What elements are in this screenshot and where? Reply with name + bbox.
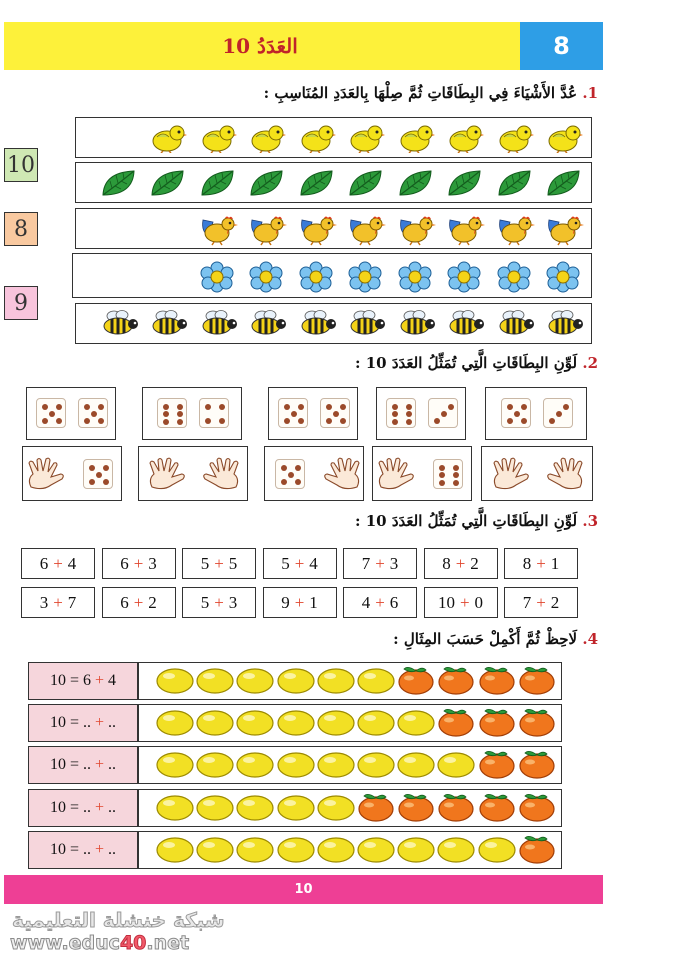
die-icon xyxy=(278,398,308,428)
orange-icon xyxy=(478,664,516,700)
exercise1-number: 1. xyxy=(582,84,598,102)
sum-addend: 4 xyxy=(361,592,371,612)
die-pip xyxy=(42,418,48,424)
die-pip xyxy=(291,411,297,417)
sum-card[interactable] xyxy=(263,548,337,579)
die-icon xyxy=(428,398,458,428)
die-pip xyxy=(392,419,398,425)
sum-card[interactable] xyxy=(263,587,337,618)
die-pip xyxy=(284,404,290,410)
hand-icon xyxy=(25,457,71,495)
bee-icon xyxy=(100,309,140,341)
plus-sign: + xyxy=(375,592,385,612)
sum-addend: 1 xyxy=(550,553,560,573)
sum-addend: 3 xyxy=(228,592,238,612)
die-pip xyxy=(163,411,169,417)
sum-card[interactable] xyxy=(102,548,176,579)
flower-icon xyxy=(199,261,235,297)
sum-addend: 7 xyxy=(522,592,532,612)
lemon-icon xyxy=(397,750,435,784)
sum-card[interactable] xyxy=(343,548,417,579)
die-pip xyxy=(205,404,211,410)
die-pip xyxy=(295,479,301,485)
flower-icon xyxy=(347,261,383,297)
plus-sign: + xyxy=(95,672,105,689)
sum-addend: 3 xyxy=(389,553,399,573)
sum-addend: 5 xyxy=(200,553,210,573)
die-pip xyxy=(49,411,55,417)
lemon-icon xyxy=(156,666,194,700)
die-pip xyxy=(298,404,304,410)
orange-icon xyxy=(437,664,475,700)
exercise2-number: 2. xyxy=(582,354,598,372)
die-pip xyxy=(453,480,459,486)
count-row[interactable] xyxy=(75,162,592,203)
plus-sign: + xyxy=(455,553,466,573)
die-pip xyxy=(103,465,109,471)
lemon-icon xyxy=(156,793,194,827)
chick-icon xyxy=(347,123,385,157)
die-pip xyxy=(98,418,104,424)
lemon-icon xyxy=(357,750,395,784)
page-number-badge: 8 xyxy=(520,22,603,70)
chick-icon xyxy=(545,123,583,157)
die-pip xyxy=(453,465,459,471)
bee-icon xyxy=(248,309,288,341)
plus-sign: + xyxy=(95,799,105,816)
sum-card[interactable] xyxy=(21,587,95,618)
fruit-row xyxy=(138,831,562,869)
orange-icon xyxy=(518,706,556,742)
hand-dice-card[interactable] xyxy=(264,446,364,501)
sum-addend: 9 xyxy=(281,592,290,612)
exercise1-text: عُدَّ الأَشْيَاءَ فِي البِطَاقَاتِ ثُمَّ صِلْهَا بِالعَدَدِ المُنَاسِبِ : xyxy=(263,84,578,102)
flower-icon xyxy=(545,261,581,297)
lemon-icon xyxy=(156,708,194,742)
orange-icon xyxy=(437,791,475,827)
page-title: العَدَدُ 10 xyxy=(222,34,298,58)
lemon-icon xyxy=(478,835,516,869)
lemon-icon xyxy=(317,708,355,742)
hand-icon xyxy=(146,457,192,495)
footer-page-number: 10 xyxy=(294,882,313,897)
bee-icon xyxy=(298,309,338,341)
equation-rhs: .. xyxy=(104,841,117,858)
flower-icon xyxy=(397,261,433,297)
rooster-icon xyxy=(248,214,288,250)
die-icon xyxy=(543,398,573,428)
lemon-icon xyxy=(317,835,355,869)
orange-icon xyxy=(518,833,556,869)
orange-icon xyxy=(478,791,516,827)
die-pip xyxy=(177,419,183,425)
die-pip xyxy=(514,411,520,417)
lemon-icon xyxy=(196,708,234,742)
die-pip xyxy=(333,411,339,417)
fruit-row xyxy=(138,662,562,700)
die-pip xyxy=(42,404,48,410)
orange-icon xyxy=(437,706,475,742)
plus-sign: + xyxy=(53,592,63,612)
die-pip xyxy=(163,419,169,425)
die-pip xyxy=(98,404,104,410)
die-pip xyxy=(439,472,445,478)
plus-sign: + xyxy=(95,756,105,773)
leaf-icon xyxy=(496,168,534,202)
die-pip xyxy=(163,404,169,410)
equation-rhs: .. xyxy=(104,799,117,816)
die-pip xyxy=(340,404,346,410)
equation-rhs: 4 xyxy=(104,672,117,689)
bee-icon xyxy=(149,309,189,341)
sum-card[interactable] xyxy=(182,548,256,579)
sum-addend: 3 xyxy=(39,592,49,612)
lemon-icon xyxy=(357,835,395,869)
sum-addend: 6 xyxy=(120,592,129,612)
die-pip xyxy=(96,472,102,478)
rooster-icon xyxy=(496,214,536,250)
hand-dice-card[interactable] xyxy=(22,446,122,501)
exercise4-instruction xyxy=(393,630,598,648)
hand-icon xyxy=(375,457,421,495)
sum-card[interactable] xyxy=(343,587,417,618)
number-tile[interactable]: 8 xyxy=(4,212,38,246)
chick-icon xyxy=(199,123,237,157)
plus-sign: + xyxy=(214,592,224,612)
die-pip xyxy=(521,404,527,410)
lemon-icon xyxy=(277,666,315,700)
orange-icon xyxy=(397,664,435,700)
exercise1-instruction xyxy=(264,84,598,102)
die-pip xyxy=(284,418,290,424)
orange-icon xyxy=(518,791,556,827)
flower-icon xyxy=(496,261,532,297)
plus-sign: + xyxy=(133,592,144,612)
count-row[interactable] xyxy=(75,208,592,249)
die-pip xyxy=(434,418,440,424)
sum-addend: 3 xyxy=(148,553,157,573)
die-pip xyxy=(56,404,62,410)
equation-lhs: 10 = .. xyxy=(49,841,95,858)
flower-icon xyxy=(446,261,482,297)
sum-addend: 10 xyxy=(437,592,455,612)
sum-card[interactable] xyxy=(504,587,578,618)
plus-sign: + xyxy=(133,553,144,573)
leaf-icon xyxy=(347,168,385,202)
watermark-url-suffix: .net xyxy=(146,932,190,954)
die-pip xyxy=(406,411,412,417)
plus-sign: + xyxy=(375,553,385,573)
rooster-icon xyxy=(347,214,387,250)
rooster-icon xyxy=(446,214,486,250)
sum-addend: 4 xyxy=(309,553,318,573)
orange-icon xyxy=(518,748,556,784)
lemon-icon xyxy=(277,708,315,742)
count-row[interactable] xyxy=(75,303,592,344)
lemon-icon xyxy=(277,835,315,869)
lemon-icon xyxy=(317,666,355,700)
bee-icon xyxy=(446,309,486,341)
watermark-arabic: شبكة خنشلة التعليمية xyxy=(12,908,225,932)
exercise2-text: لَوِّنِ البِطَاقَاتِ الَّتِي تُمَثِّلُ العَدَدَ 10 : xyxy=(354,354,578,372)
plus-sign: + xyxy=(294,592,305,612)
number-tile[interactable]: 9 xyxy=(4,286,38,320)
sum-card[interactable] xyxy=(21,548,95,579)
sum-addend: 2 xyxy=(470,553,479,573)
plus-sign: + xyxy=(214,553,224,573)
lemon-icon xyxy=(156,835,194,869)
orange-icon xyxy=(357,791,395,827)
lemon-icon xyxy=(277,793,315,827)
chick-icon xyxy=(248,123,286,157)
die-icon xyxy=(386,398,416,428)
die-pip xyxy=(219,404,225,410)
die-pip xyxy=(288,472,294,478)
exercise4-text: لَاحِظْ ثُمَّ أَكْمِلْ حَسَبَ المِثَالِ : xyxy=(393,630,578,648)
exercise2-instruction xyxy=(355,354,598,372)
die-pip xyxy=(406,404,412,410)
sum-card[interactable] xyxy=(102,587,176,618)
die-icon xyxy=(83,459,113,489)
watermark-url-highlight: 40 xyxy=(119,932,147,954)
equation-rhs: .. xyxy=(104,756,117,773)
sum-addend: 6 xyxy=(389,592,399,612)
fruit-row xyxy=(138,789,562,827)
hand-icon xyxy=(196,457,242,495)
die-pip xyxy=(448,404,454,410)
bee-icon xyxy=(496,309,536,341)
sum-addend: 8 xyxy=(442,553,451,573)
orange-icon xyxy=(478,748,516,784)
die-pip xyxy=(84,404,90,410)
lemon-icon xyxy=(236,750,274,784)
die-pip xyxy=(281,479,287,485)
equation-label[interactable] xyxy=(28,662,138,700)
die-pip xyxy=(392,411,398,417)
equation-rhs: .. xyxy=(104,714,117,731)
watermark xyxy=(6,906,246,960)
rooster-icon xyxy=(199,214,239,250)
die-pip xyxy=(441,411,447,417)
lemon-icon xyxy=(196,835,234,869)
count-row[interactable] xyxy=(75,117,592,158)
dice-card[interactable] xyxy=(485,387,587,440)
dice-card[interactable] xyxy=(268,387,358,440)
lemon-icon xyxy=(196,750,234,784)
die-pip xyxy=(219,418,225,424)
plus-sign: + xyxy=(95,841,105,858)
die-pip xyxy=(56,418,62,424)
sum-addend: 6 xyxy=(39,553,49,573)
chick-icon xyxy=(446,123,484,157)
sum-addend: 2 xyxy=(148,592,157,612)
lemon-icon xyxy=(317,793,355,827)
rooster-icon xyxy=(545,214,585,250)
equation-label[interactable] xyxy=(28,746,138,784)
plus-sign: + xyxy=(294,553,305,573)
die-icon xyxy=(275,459,305,489)
exercise3-text: لَوِّنِ البِطَاقَاتِ الَّتِي تُمَثِّلُ العَدَدَ 10 : xyxy=(354,512,578,530)
lemon-icon xyxy=(236,666,274,700)
die-pip xyxy=(392,404,398,410)
bee-icon xyxy=(397,309,437,341)
die-icon xyxy=(433,459,463,489)
lemon-icon xyxy=(357,666,395,700)
die-pip xyxy=(295,465,301,471)
bee-icon xyxy=(199,309,239,341)
leaf-icon xyxy=(149,168,187,202)
flower-icon xyxy=(248,261,284,297)
sum-addend: 5 xyxy=(228,553,238,573)
rooster-icon xyxy=(298,214,338,250)
fruit-row xyxy=(138,704,562,742)
equation-lhs: 10 = .. xyxy=(49,714,95,731)
lemon-icon xyxy=(437,835,475,869)
lemon-icon xyxy=(437,750,475,784)
equation-label[interactable] xyxy=(28,704,138,742)
hand-dice-card[interactable] xyxy=(138,446,248,501)
lemon-icon xyxy=(236,793,274,827)
leaf-icon xyxy=(545,168,583,202)
hand-icon xyxy=(540,457,586,495)
die-pip xyxy=(281,465,287,471)
die-pip xyxy=(439,480,445,486)
leaf-icon xyxy=(298,168,336,202)
plus-sign: + xyxy=(536,592,546,612)
die-icon xyxy=(501,398,531,428)
sum-addend: 5 xyxy=(281,553,290,573)
die-pip xyxy=(507,404,513,410)
equation-lhs: 10 = .. xyxy=(49,756,95,773)
hand-dice-card[interactable] xyxy=(372,446,472,501)
die-pip xyxy=(177,404,183,410)
number-tile[interactable]: 10 xyxy=(4,148,38,182)
lemon-icon xyxy=(236,708,274,742)
die-pip xyxy=(89,479,95,485)
die-pip xyxy=(563,404,569,410)
die-pip xyxy=(439,465,445,471)
die-pip xyxy=(84,418,90,424)
equation-lhs: 10 = 6 xyxy=(49,672,95,689)
sum-card[interactable] xyxy=(504,548,578,579)
footer-bar xyxy=(4,875,603,904)
die-pip xyxy=(89,465,95,471)
equation-lhs: 10 = .. xyxy=(49,799,95,816)
die-pip xyxy=(298,418,304,424)
orange-icon xyxy=(478,706,516,742)
bee-icon xyxy=(347,309,387,341)
sum-addend: 5 xyxy=(200,592,210,612)
plus-sign: + xyxy=(536,553,546,573)
sum-addend: 6 xyxy=(120,553,129,573)
plus-sign: + xyxy=(95,714,105,731)
lemon-icon xyxy=(397,708,435,742)
sum-addend: 2 xyxy=(550,592,560,612)
dice-card[interactable] xyxy=(26,387,116,440)
sum-addend: 7 xyxy=(67,592,77,612)
dice-card[interactable] xyxy=(142,387,242,440)
die-icon xyxy=(36,398,66,428)
plus-sign: + xyxy=(53,553,63,573)
die-pip xyxy=(177,411,183,417)
sum-addend: 0 xyxy=(474,592,484,612)
chick-icon xyxy=(496,123,534,157)
die-pip xyxy=(507,418,513,424)
watermark-url xyxy=(10,932,189,954)
die-icon xyxy=(320,398,350,428)
sum-addend: 1 xyxy=(309,592,318,612)
die-pip xyxy=(406,419,412,425)
lemon-icon xyxy=(277,750,315,784)
orange-icon xyxy=(397,791,435,827)
lemon-icon xyxy=(236,835,274,869)
sum-addend: 7 xyxy=(361,553,371,573)
hand-icon xyxy=(317,457,363,495)
die-pip xyxy=(326,418,332,424)
leaf-icon xyxy=(248,168,286,202)
die-pip xyxy=(521,418,527,424)
die-pip xyxy=(326,404,332,410)
lemon-icon xyxy=(317,750,355,784)
flower-icon xyxy=(298,261,334,297)
sum-addend: 4 xyxy=(67,553,77,573)
bee-icon xyxy=(545,309,585,341)
sum-card[interactable] xyxy=(424,587,498,618)
equation-label[interactable] xyxy=(28,789,138,827)
lemon-icon xyxy=(357,708,395,742)
die-pip xyxy=(549,418,555,424)
equation-label[interactable] xyxy=(28,831,138,869)
chick-icon xyxy=(397,123,435,157)
die-pip xyxy=(556,411,562,417)
count-row[interactable] xyxy=(72,253,592,298)
hand-icon xyxy=(490,457,536,495)
leaf-icon xyxy=(397,168,435,202)
exercise4-number: 4. xyxy=(582,630,598,648)
leaf-icon xyxy=(446,168,484,202)
dice-card[interactable] xyxy=(376,387,466,440)
exercise3-number: 3. xyxy=(582,512,598,530)
chick-icon xyxy=(298,123,336,157)
hand-dice-card[interactable] xyxy=(481,446,593,501)
die-icon xyxy=(199,398,229,428)
lemon-icon xyxy=(397,835,435,869)
watermark-url-prefix: www.educ xyxy=(10,932,120,954)
die-pip xyxy=(340,418,346,424)
rooster-icon xyxy=(397,214,437,250)
sum-addend: 8 xyxy=(522,553,532,573)
die-icon xyxy=(157,398,187,428)
die-pip xyxy=(205,418,211,424)
sum-card[interactable] xyxy=(182,587,256,618)
die-pip xyxy=(453,472,459,478)
sum-card[interactable] xyxy=(424,548,498,579)
leaf-icon xyxy=(100,168,138,202)
die-icon xyxy=(78,398,108,428)
lemon-icon xyxy=(196,666,234,700)
leaf-icon xyxy=(199,168,237,202)
die-pip xyxy=(103,479,109,485)
chick-icon xyxy=(149,123,187,157)
lemon-icon xyxy=(156,750,194,784)
lemon-icon xyxy=(196,793,234,827)
die-pip xyxy=(91,411,97,417)
exercise3-instruction xyxy=(355,512,598,530)
plus-sign: + xyxy=(459,592,470,612)
orange-icon xyxy=(518,664,556,700)
fruit-row xyxy=(138,746,562,784)
